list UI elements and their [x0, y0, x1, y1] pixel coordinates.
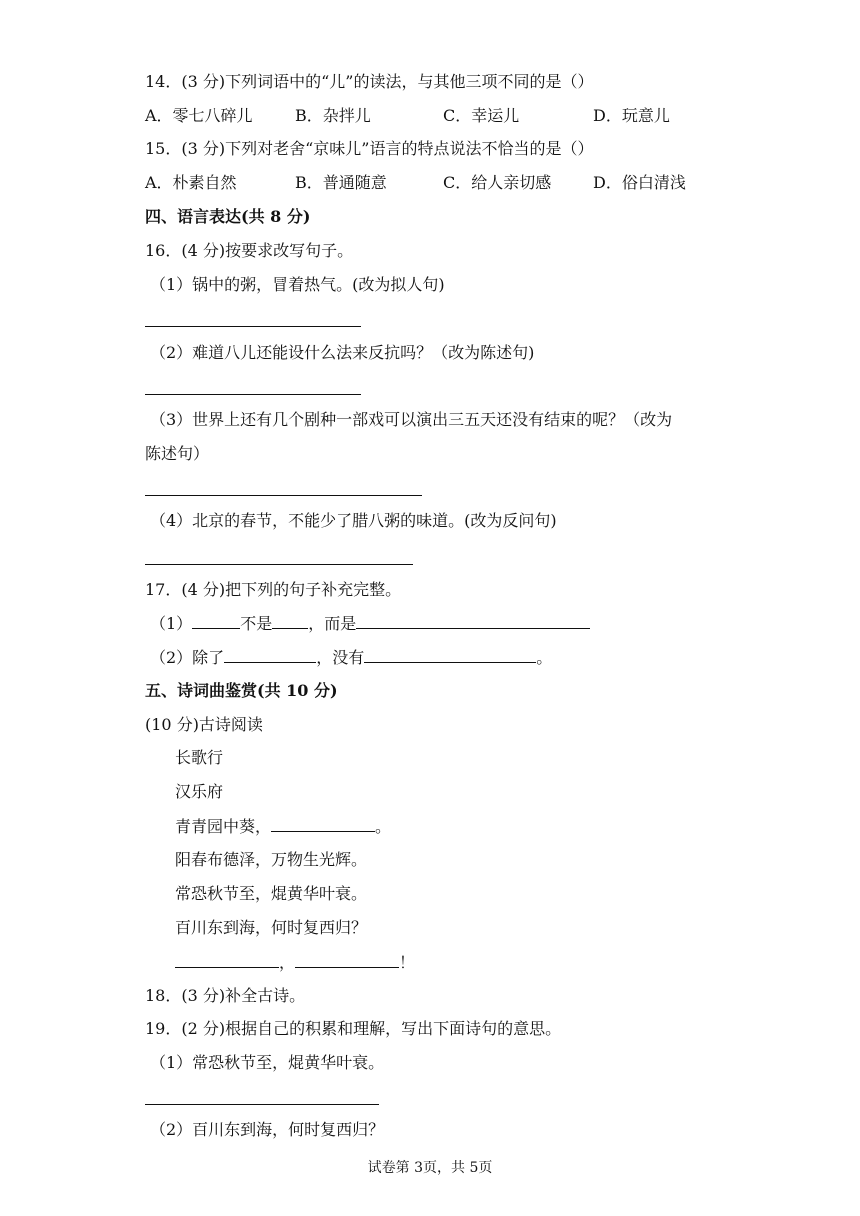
- poem-title: 长歌行: [175, 748, 224, 767]
- q15-option-d: D．俗白清浅: [593, 173, 686, 192]
- q17-1-suffix: ，而是: [308, 614, 357, 633]
- q18-stem: 18．(3 分)补全古诗。: [145, 986, 306, 1005]
- q15-option-b: B．普通随意: [295, 173, 387, 192]
- q14-stem: 14．(3 分)下列词语中的“儿”的读法，与其他三项不同的是（）: [145, 72, 594, 91]
- q16-item-3-cont: 陈述句）: [145, 444, 210, 463]
- q16-item-3: （3）世界上还有几个剧种一部戏可以演出三五天还没有结束的呢？（改为: [150, 410, 673, 429]
- q15-option-c: C．给人亲切感: [443, 173, 552, 192]
- answer-line-16-2[interactable]: [145, 394, 361, 395]
- poem-intro: (10 分)古诗阅读: [145, 715, 263, 734]
- q15-stem: 15．(3 分)下列对老舍“京味儿”语言的特点说法不恰当的是（）: [145, 139, 594, 158]
- blank-17-2-b[interactable]: [364, 644, 536, 663]
- q14-option-c: C．幸运儿: [443, 106, 520, 125]
- blank-poem-3[interactable]: [295, 949, 399, 968]
- answer-line-16-1[interactable]: [145, 326, 361, 327]
- blank-poem-2[interactable]: [175, 949, 279, 968]
- poem-line-1: [175, 813, 391, 839]
- q19-stem: 19．(2 分)根据自己的积累和理解，写出下面诗句的意思。: [145, 1019, 562, 1038]
- section5-title: 五、诗词曲鉴赏(共 10 分): [145, 681, 338, 700]
- q16-stem: 16．(4 分)按要求改写句子。: [145, 241, 354, 260]
- poem-line-1-end: 。: [375, 817, 392, 836]
- blank-17-2-a[interactable]: [224, 644, 316, 663]
- q16-item-1: （1）锅中的粥，冒着热气。(改为拟人句): [150, 275, 445, 294]
- poem-author: 汉乐府: [175, 782, 224, 801]
- answer-line-16-4[interactable]: [145, 564, 413, 565]
- blank-17-1-a[interactable]: [192, 610, 240, 629]
- q17-line-1: [150, 610, 590, 636]
- poem-line-1-text: 青青园中葵，: [175, 817, 272, 836]
- answer-line-16-3[interactable]: [145, 495, 422, 496]
- q15-option-a: A．朴素自然: [145, 173, 237, 192]
- q17-line-2: [150, 644, 552, 670]
- q17-2-end: 。: [536, 648, 553, 667]
- q14-option-b: B．杂拌儿: [295, 106, 371, 125]
- q17-2-prefix: （2）除了: [150, 648, 225, 667]
- q14-option-d: D．玩意儿: [593, 106, 670, 125]
- poem-line-3: 常恐秋节至，焜黄华叶衰。: [175, 884, 368, 903]
- q17-1-prefix: （1）: [150, 614, 193, 633]
- page-footer: 试卷第 3页，共 5页: [367, 1160, 493, 1176]
- blank-poem-1[interactable]: [271, 813, 375, 832]
- q16-item-4: （4）北京的春节，不能少了腊八粥的味道。(改为反问句): [150, 511, 557, 530]
- poem-line-5-sep: ，: [279, 953, 296, 972]
- poem-line-5-end: ！: [399, 953, 416, 972]
- q17-1-mid: 不是: [240, 614, 273, 633]
- blank-17-1-b[interactable]: [272, 610, 308, 629]
- section4-title: 四、语言表达(共 8 分): [145, 207, 311, 226]
- answer-line-19-1[interactable]: [145, 1104, 379, 1105]
- q16-item-2: （2）难道八儿还能设什么法来反抗吗？（改为陈述句): [150, 343, 535, 362]
- poem-line-4: 百川东到海，何时复西归？: [175, 918, 368, 937]
- q14-option-a: A．零七八碎儿: [145, 106, 253, 125]
- poem-line-2: 阳春布德泽，万物生光辉。: [175, 850, 368, 869]
- poem-line-5: [175, 949, 415, 975]
- q19-item-1: （1）常恐秋节至，焜黄华叶衰。: [150, 1053, 385, 1072]
- q17-2-mid: ，没有: [316, 648, 365, 667]
- q19-item-2: （2）百川东到海，何时复西归？: [150, 1120, 385, 1139]
- q17-stem: 17．(4 分)把下列的句子补充完整。: [145, 580, 402, 599]
- blank-17-1-c[interactable]: [356, 610, 590, 629]
